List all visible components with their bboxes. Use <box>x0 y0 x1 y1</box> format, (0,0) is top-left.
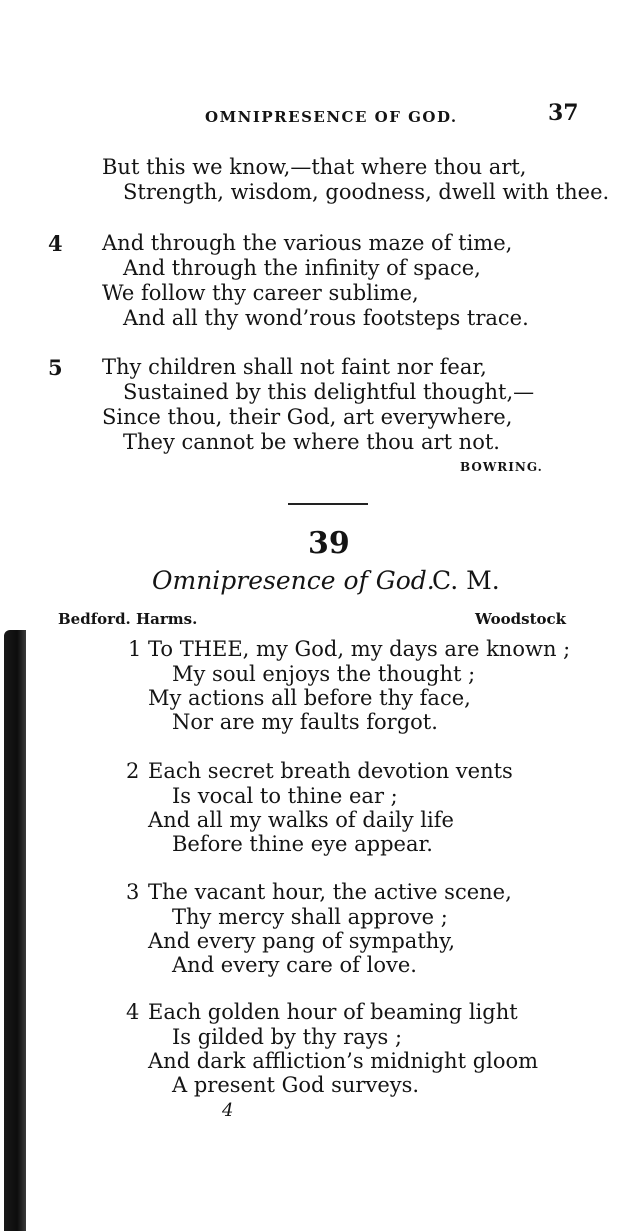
stanza-line: Before thine eye appear. <box>172 832 433 856</box>
tune-name-right: Woodstock <box>475 610 567 628</box>
stanza-line: My actions all before thy face, <box>148 686 471 710</box>
stanza-number: 4 <box>126 1000 140 1024</box>
stanza-line: A present God surveys. <box>172 1073 420 1097</box>
stanza-line: Is gilded by thy rays ; <box>172 1025 403 1049</box>
tune-name-left: Bedford. Harms. <box>58 610 198 628</box>
stanza-line: They cannot be where thou art not. <box>123 430 500 454</box>
continued-line: Strength, wisdom, goodness, dwell with thee. <box>123 180 610 204</box>
stanza-line: Each golden hour of beaming light <box>148 1000 518 1024</box>
stanza-line: And every pang of sympathy, <box>148 929 456 953</box>
stanza-number: 2 <box>126 759 140 783</box>
stanza-line: Nor are my faults forgot. <box>172 710 438 734</box>
author-attribution: BOWRING. <box>460 460 543 474</box>
stanza-number: 1 <box>128 637 142 661</box>
stanza-line: And all thy wond’rous footsteps trace. <box>123 306 529 330</box>
stanza-line: Each secret breath devotion vents <box>148 759 513 783</box>
section-divider <box>288 503 368 505</box>
stanza-line: And dark affliction’s midnight gloom <box>148 1049 539 1073</box>
stanza-line: And every care of love. <box>172 953 417 977</box>
stanza-line: My soul enjoys the thought ; <box>172 662 476 686</box>
stanza-line: To THEE, my God, my days are known ; <box>148 637 571 661</box>
signature-mark: 4 <box>222 1100 234 1121</box>
stanza-number: 5 <box>48 355 63 380</box>
stanza-line: Thy children shall not faint nor fear, <box>102 355 487 379</box>
stanza-number: 3 <box>126 880 140 904</box>
stanza-line: And all my walks of daily life <box>148 808 454 832</box>
stanza-line: Is vocal to thine ear ; <box>172 784 398 808</box>
page-number: 37 <box>548 100 579 126</box>
page-edge-shadow <box>4 630 26 1231</box>
continued-line: But this we know,—that where thou art, <box>102 155 527 179</box>
stanza-line: And through the various maze of time, <box>102 231 513 255</box>
stanza-line: Thy mercy shall approve ; <box>172 905 448 929</box>
hymn-title: Omnipresence of God. <box>152 566 435 595</box>
stanza-line: And through the infinity of space, <box>123 256 481 280</box>
running-title: OMNIPRESENCE OF GOD. <box>205 108 458 126</box>
hymn-meter: C. M. <box>432 566 500 595</box>
hymn-number: 39 <box>308 526 350 561</box>
stanza-line: We follow thy career sublime, <box>102 281 419 305</box>
stanza-line: Sustained by this delightful thought,— <box>123 380 535 404</box>
stanza-number: 4 <box>48 231 63 256</box>
stanza-line: Since thou, their God, art everywhere, <box>102 405 513 429</box>
stanza-line: The vacant hour, the active scene, <box>148 880 512 904</box>
